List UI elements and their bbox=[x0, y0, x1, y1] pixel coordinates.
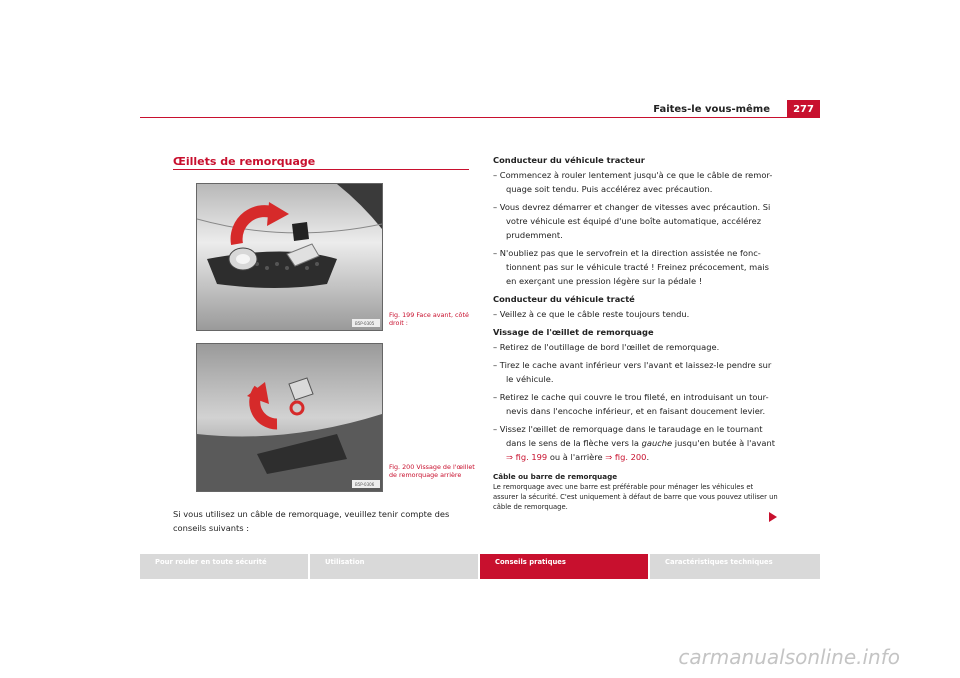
text-segment: jusqu'en butée à l'avant bbox=[672, 438, 776, 448]
header-title: Faites-le vous-même bbox=[653, 104, 770, 115]
link-fig-200[interactable]: ⇒ fig. 200 bbox=[605, 452, 647, 462]
list-item: – Vous devrez démarrer et changer de vitesses avec précaution. Si votre véhicule est équipé d'une boîte automatique, accélérez prudemment. bbox=[493, 202, 771, 240]
heading-screwing-eye: Vissage de l'œillet de remorquage bbox=[493, 327, 654, 337]
list-item-screw-in bbox=[493, 422, 778, 464]
section-title: Œillets de remorquage bbox=[173, 155, 316, 168]
text-segment: . bbox=[646, 452, 650, 462]
footer-tab-practical-tips[interactable]: Conseils pratiques bbox=[480, 554, 648, 579]
link-fig-199[interactable]: ⇒ fig. 199 bbox=[506, 452, 548, 462]
heading-towing-driver: Conducteur du véhicule tracteur bbox=[493, 155, 645, 165]
section-divider bbox=[173, 169, 469, 170]
figure-200-image bbox=[196, 343, 383, 492]
figure-199-code: B5P-0305 bbox=[355, 321, 375, 326]
figure-200-code: B5P-0306 bbox=[355, 482, 375, 487]
list-item: – Commencez à rouler lentement jusqu'à ce que le câble de remor- quage soit tendu. Puis accélérez avec précaution. bbox=[493, 170, 773, 194]
figure-199-caption: Fig. 199 Face avant, côté droit : bbox=[389, 311, 469, 327]
note-text: Le remorquage avec une barre est préférable pour ménager les véhicules et assurer la sécurité. C'est uniquement à défaut de barre que vous pouvez utiliser un câble de remorquage. bbox=[493, 483, 778, 511]
list-item: – Retirez le cache qui couvre le trou fileté, en introduisant un tour- nevis dans l'encoche inférieur, et en faisant doucement levier. bbox=[493, 392, 769, 416]
note-title: Câble ou barre de remorquage bbox=[493, 472, 618, 481]
footer-tab-safety[interactable]: Pour rouler en toute sécurité bbox=[140, 554, 308, 579]
figure-200-caption: Fig. 200 Vissage de l'œillet de remorquage arrière bbox=[389, 463, 475, 479]
list-item: – Retirez de l'outillage de bord l'œillet de remorquage. bbox=[493, 342, 720, 352]
next-page-arrow-icon[interactable] bbox=[769, 512, 777, 522]
page-number: 277 bbox=[787, 100, 820, 118]
text-segment: – Vissez l'œillet de remorquage dans le taraudage en le tournant dans le sens de la flèche vers la bbox=[493, 424, 763, 448]
list-item: – Veillez à ce que le câble reste toujours tendu. bbox=[493, 309, 690, 319]
intro-paragraph: Si vous utilisez un câble de remorquage, veuillez tenir compte des conseils suivants : bbox=[173, 509, 450, 533]
heading-towed-driver: Conducteur du véhicule tracté bbox=[493, 294, 635, 304]
header-divider bbox=[140, 117, 820, 118]
emphasis-left: gauche bbox=[641, 438, 673, 448]
watermark: carmanualsonline.info bbox=[678, 645, 900, 669]
figure-199-image bbox=[196, 183, 383, 331]
footer-tab-technical-specs[interactable]: Caractéristiques techniques bbox=[650, 554, 820, 579]
footer-tab-usage[interactable]: Utilisation bbox=[310, 554, 478, 579]
list-item: – Tirez le cache avant inférieur vers l'avant et laissez-le pendre sur le véhicule. bbox=[493, 360, 772, 384]
right-column bbox=[493, 153, 778, 512]
list-item: – N'oubliez pas que le servofrein et la direction assistée ne fonc- tionnent pas sur le véhicule tracté ! Freinez précocement, mais en exerçant une pression légère sur la pédale ! bbox=[493, 248, 769, 286]
text-segment: ou à l'arrière bbox=[547, 452, 606, 462]
